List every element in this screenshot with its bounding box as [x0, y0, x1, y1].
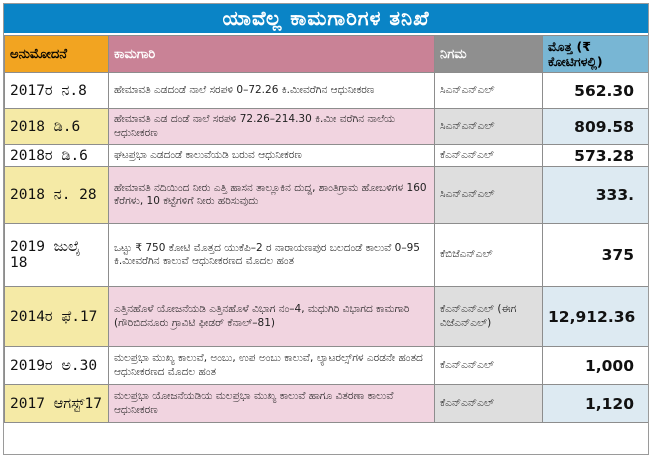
cost-value: 1,120 — [543, 385, 649, 423]
work-description: ಒಟ್ಟು ₹ 750 ಕೋಟಿ ಮೊತ್ತದ ಯುಕೆಪಿ–2 ರ ನಾರಾಯಣಪುರ ಬಲದಂಡೆ ಕಾಲುವೆ 0–95 ಕಿ.ಮೀವರೆಗಿನ ಕಾಲುವೆ ಆಧುನೀಕರಣದ ಮೊದಲ ಹಂತ — [109, 224, 435, 287]
approval-date: 2018 ಡಿ.6 — [5, 109, 109, 145]
cost-value: 573.28 — [543, 145, 649, 167]
table-row — [5, 224, 649, 287]
work-description: ಮಲಪ್ರಭಾ ಯೋಜನೆಯಡಿಯ ಮಲಪ್ರಭಾ ಮುಖ್ಯ ಕಾಲುವೆ ಹಾಗೂ ವಿತರಣಾ ಕಾಲುವೆ ಆಧುನೀಕರಣ — [109, 385, 435, 423]
agency-name: ಕೆಎನ್‌ಎನ್‌ಎಲ್ — [435, 385, 543, 423]
table-row — [5, 347, 649, 385]
work-description: ಹೇಮಾವತಿ ಎಡ ದಂಡೆ ನಾಲೆ ಸರಪಳಿ 72.26–214.30 ಕಿ.ಮೀ ವರೆಗಿನ ನಾಲೆಯ ಆಧುನೀಕರಣ — [109, 109, 435, 145]
table-row — [5, 167, 649, 224]
table-title: ಯಾವೆಲ್ಲ ಕಾಮಗಾರಿಗಳ ತನಿಖೆ — [4, 4, 648, 35]
cost-value: 562.30 — [543, 73, 649, 109]
agency-name: ಕೆಎನ್‌ಎನ್‌ಎಲ್ — [435, 347, 543, 385]
table-row — [5, 287, 649, 347]
header-row — [5, 36, 649, 73]
header-work: ಕಾಮಗಾರಿ — [109, 36, 435, 73]
agency-name: ಕೆಎನ್‌ಎನ್‌ಎಲ್ — [435, 145, 543, 167]
work-description: ಮಲಪ್ರಭಾ ಮುಖ್ಯ ಕಾಲುವೆ, ಅಂಬು, ಉಪ ಅಂಬು ಕಾಲುವೆ, ಲ್ಯಾಟರಲ್ಸ್‌ಗಳ ಎರಡನೇ ಹಂತದ ಆಧುನೀಕರಣದ ಮೊದಲ ಹಂತ — [109, 347, 435, 385]
cost-value: 1,000 — [543, 347, 649, 385]
cost-value: 809.58 — [543, 109, 649, 145]
approval-date: 2019ರ ಅ.30 — [5, 347, 109, 385]
work-description: ಘಟಪ್ರಭಾ ಎಡದಂಡೆ ಕಾಲುವೆಯಡಿ ಬರುವ ಆಧುನೀಕರಣ — [109, 145, 435, 167]
header-cost: ಮೊತ್ತ (₹ ಕೋಟಿಗಳಲ್ಲಿ) — [543, 36, 649, 73]
agency-name: ಕೆಎನ್‌ಎನ್‌ಎಲ್ (ಈಗ ವಿಜೆಎನ್‌ಎಲ್) — [435, 287, 543, 347]
table-row — [5, 385, 649, 423]
table-row — [5, 73, 649, 109]
work-description: ಎತ್ತಿನಹೊಳೆ ಯೋಜನೆಯಡಿ ಎತ್ತಿನಹೊಳೆ ವಿಭಾಗ ನಂ–4, ಮಧುಗಿರಿ ವಿಭಾಗದ ಕಾಮಗಾರಿ (ಗೌರಿಬಿದನೂರು ಗ್ರಾವಿಟಿ ಫೀಡರ್ ಕೆನಾಲ್–81) — [109, 287, 435, 347]
table-row — [5, 109, 649, 145]
approval-date: 2017ರ ನ.8 — [5, 73, 109, 109]
works-table — [4, 35, 649, 423]
cost-value: 333. — [543, 167, 649, 224]
approval-date: 2017 ಆಗಸ್ಟ್17 — [5, 385, 109, 423]
approval-date: 2014ರ ಫೆ.17 — [5, 287, 109, 347]
agency-name: ಸಿಎನ್‌ಎನ್‌ಎಲ್ — [435, 109, 543, 145]
work-description: ಹೇಮಾವತಿ ನದಿಯಿಂದ ನೀರು ಎತ್ತಿ ಹಾಸನ ತಾಲ್ಲೂಕಿನ ದುದ್ದ, ಶಾಂತಿಗ್ರಾಮ ಹೋಬಳಿಗಳ 160 ಕೆರೆಗಳು, 10 ಕಟ್ಟೆಗಳಿಗೆ ನೀರು ಹರಿಸುವುದು — [109, 167, 435, 224]
table-row — [5, 145, 649, 167]
agency-name: ಕೆಬಿಜೆಎನ್‌ಎಲ್ — [435, 224, 543, 287]
work-description: ಹೇಮಾವತಿ ಎಡದಂಡೆ ನಾಲೆ ಸರಪಳಿ 0–72.26 ಕಿ.ಮೀವರೆಗಿನ ಆಧುನೀಕರಣ — [109, 73, 435, 109]
approval-date: 2018ರ ಡಿ.6 — [5, 145, 109, 167]
cost-value: 375 — [543, 224, 649, 287]
cost-value: 12,912.36 — [543, 287, 649, 347]
works-table-panel — [3, 3, 649, 455]
header-approval: ಅನುಮೋದನೆ — [5, 36, 109, 73]
agency-name: ಸಿಎನ್‌ಎನ್‌ಎಲ್ — [435, 167, 543, 224]
agency-name: ಸಿಎನ್‌ಎನ್‌ಎಲ್ — [435, 73, 543, 109]
approval-date: 2018 ನ. 28 — [5, 167, 109, 224]
header-agency: ನಿಗಮ — [435, 36, 543, 73]
approval-date: 2019 ಜುಲೈ 18 — [5, 224, 109, 287]
